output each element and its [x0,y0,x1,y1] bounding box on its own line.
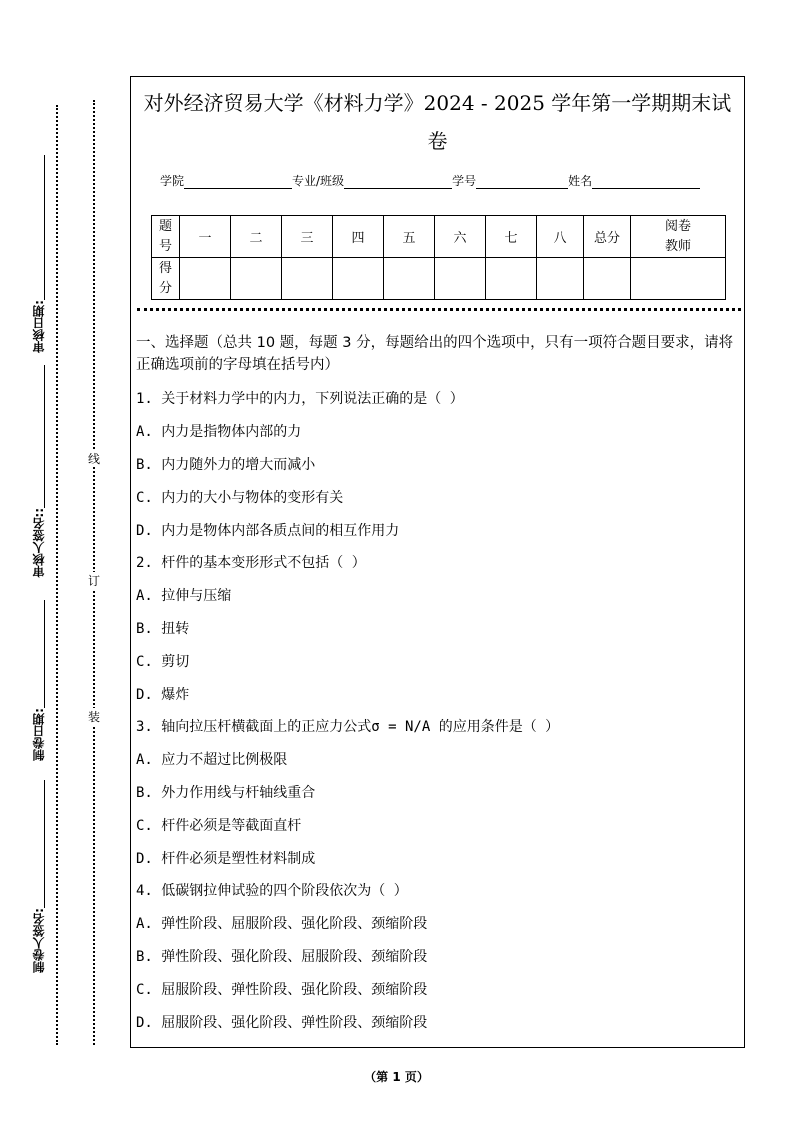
score-input-cell[interactable] [584,258,631,300]
student-id-label: 学号 [452,174,477,188]
question-option: C. 内力的大小与物体的变形有关 [136,490,344,506]
score-cell-header: 五 [384,216,435,258]
score-row-label: 得 分 [152,258,180,300]
question-option: B. 外力作用线与杆轴线重合 [136,785,316,801]
question-stem: 4. 低碳钢拉伸试验的四个阶段依次为（ ） [136,883,408,899]
score-cell-header: 一 [180,216,231,258]
binding-bind-char: 订 [88,574,101,588]
question-stem: 3. 轴向拉压杆横截面上的正应力公式σ = N/A 的应用条件是（ ） [136,719,560,735]
question-option: D. 屈服阶段、强化阶段、弹性阶段、颈缩阶段 [136,1015,428,1031]
page-number: （第 1 页） [364,1070,429,1084]
score-cell-header: 总分 [584,216,631,258]
binding-line-char: 线 [88,452,101,466]
score-input-cell[interactable] [231,258,282,300]
question-option: C. 屈服阶段、弹性阶段、强化阶段、颈缩阶段 [136,982,428,998]
review-date-line[interactable] [44,155,45,300]
question-stem: 2. 杆件的基本变形形式不包括（ ） [136,555,366,571]
binding-fold-char: 装 [88,710,101,724]
question-option: A. 拉伸与压缩 [136,588,232,604]
score-input-cell[interactable] [333,258,384,300]
score-cell-header: 二 [231,216,282,258]
question-option: A. 应力不超过比例极限 [136,752,288,768]
score-cell-header: 四 [333,216,384,258]
major-field[interactable] [344,174,452,189]
score-cell-header: 八 [537,216,584,258]
exam-title-line1: 对外经济贸易大学《材料力学》2024 - 2025 学年第一学期期末试 [143,91,732,115]
question-option: A. 内力是指物体内部的力 [136,424,302,440]
reviewer-sign-label: 审核人签名:: [32,508,46,578]
student-info-row [160,172,700,189]
question-option: C. 剪切 [136,654,190,670]
section-heading: 一、选择题（总共 10 题，每题 3 分，每题给出的四个选项中，只有一项符合题目要求，请将正确选项前的字母填在括号内） [136,335,734,373]
score-input-cell[interactable] [631,258,726,300]
name-label: 姓名 [568,174,593,188]
made-date-label: 制卷日期: [32,708,46,761]
score-cell-header: 七 [486,216,537,258]
question-stem: 1. 关于材料力学中的内力，下列说法正确的是（ ） [136,391,464,407]
score-table [151,215,726,300]
question-option: B. 内力随外力的增大而减小 [136,457,316,473]
score-input-cell[interactable] [282,258,333,300]
made-date-line[interactable] [44,600,45,708]
inner-dotted-line [56,105,58,1045]
college-field[interactable] [184,174,292,189]
question-option: C. 杆件必须是等截面直杆 [136,818,302,834]
score-input-cell[interactable] [180,258,231,300]
question-option: B. 扭转 [136,621,190,637]
exam-title-line2: 卷 [427,129,448,153]
score-table-header-row [152,216,726,258]
college-label: 学院 [160,174,185,188]
maker-sign-line[interactable] [44,780,45,908]
score-cell-header: 三 [282,216,333,258]
question-option: D. 杆件必须是塑性材料制成 [136,851,316,867]
maker-sign-label: 制卷人签名: [32,908,46,973]
score-input-cell[interactable] [435,258,486,300]
review-date-label: 审核日期: [32,300,46,353]
reviewer-sign-line[interactable] [44,365,45,508]
score-input-cell[interactable] [384,258,435,300]
score-cell-header: 六 [435,216,486,258]
student-id-field[interactable] [476,174,568,189]
question-option: B. 弹性阶段、强化阶段、屈服阶段、颈缩阶段 [136,949,428,965]
question-option: A. 弹性阶段、屈服阶段、强化阶段、颈缩阶段 [136,916,428,932]
score-table-score-row [152,258,726,300]
score-input-cell[interactable] [486,258,537,300]
score-cell-label: 题 号 [152,216,180,258]
question-option: D. 内力是物体内部各质点间的相互作用力 [136,523,400,539]
major-label: 专业/班级 [292,174,345,188]
score-cell-header: 阅卷 教师 [631,216,726,258]
dotted-separator [137,308,741,311]
score-input-cell[interactable] [537,258,584,300]
question-option: D. 爆炸 [136,687,190,703]
name-field[interactable] [592,174,700,189]
